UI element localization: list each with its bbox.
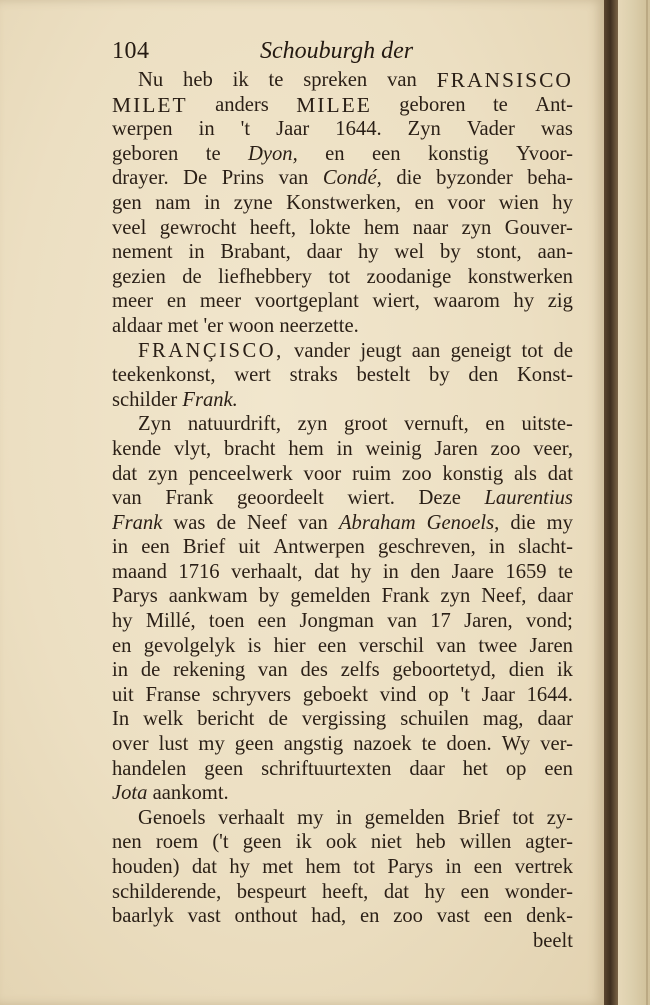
catchword: beelt <box>532 929 573 952</box>
text-line: Zyn natuurdrift, zyn groot vernuft, en uitste- <box>138 413 573 436</box>
text-line: werpen in 't Jaar 1644. Zyn Vader was <box>112 118 573 141</box>
text-line: aldaar met 'er woon neerzette. <box>112 314 359 337</box>
text-line: in een Brief uit Antwerpen geschreven, in slacht- <box>112 536 573 559</box>
text-line: baarlyk vast onthout had, en zoo vast een denk- <box>112 905 573 928</box>
text-line: schilder Frank. <box>112 388 238 411</box>
text-line: hy Millé, toen een Jongman van 17 Jaren, vond; <box>112 610 573 633</box>
book-spine <box>604 0 618 1005</box>
facing-page-edge <box>618 0 650 1005</box>
text-line: veel gewrocht heeft, lokte hem naar zyn Gouver- <box>112 216 573 239</box>
text-line: drayer. De Prins van Condé, die byzonder beha- <box>112 167 573 190</box>
text-line: Jota aankomt. <box>112 782 229 805</box>
text-line: en gevolgelyk is hier een verschil van twee Jaren <box>112 634 573 657</box>
running-head: Schouburgh der <box>260 38 414 64</box>
text-line: maand 1716 verhaalt, dat hy in den Jaare 1659 te <box>112 560 573 583</box>
page-header <box>112 34 562 70</box>
text-line: Frank was de Neef van Abraham Genoels, die my <box>112 511 573 534</box>
text-line: MILET anders MILEE geboren te Ant- <box>112 92 573 117</box>
text-line: houden) dat hy met hem tot Parys in een vertrek <box>112 856 573 878</box>
text-line: Nu heb ik te spreken van FRANSISCO <box>138 68 573 92</box>
text-line: Parys aankwam by gemelden Frank zyn Neef, daar <box>112 585 573 608</box>
text-line: nement in Brabant, daar hy wel by stont, aan- <box>112 241 573 264</box>
text-line: dat zyn penceelwerk voor ruim zoo konstig als dat <box>112 462 573 485</box>
text-line: In welk bericht de vergissing schuilen mag, daar <box>112 708 573 731</box>
text-line: FRANÇISCO, vander jeugt aan geneigt tot de <box>138 339 573 362</box>
text-line: van Frank geoordeelt wiert. Deze Laurentius <box>112 487 573 510</box>
text-line: over lust my geen angstig nazoek te doen. Wy ver- <box>112 733 573 756</box>
text-line: kende vlyt, bracht hem in weinig Jaren zoo veer, <box>112 437 573 460</box>
text-line: handelen geen schriftuurtexten daar het op een <box>112 757 573 780</box>
text-line: uit Franse schryvers geboekt vind op 't Jaar 1644. <box>112 683 573 706</box>
text-line: nen roem ('t geen ik ook niet heb willen agter- <box>112 831 573 854</box>
text-line: in de rekening van des zelfs geboortetyd, dien ik <box>112 659 573 682</box>
text-line: teekenkonst, wert straks bestelt by den Konst- <box>112 364 573 387</box>
text-line: meer en meer voortgeplant wiert, waarom hy zig <box>112 290 573 313</box>
body-text <box>112 68 573 953</box>
page-number: 104 <box>112 38 150 64</box>
text-line: Genoels verhaalt my in gemelden Brief tot zy- <box>138 806 573 829</box>
text-line: geboren te Dyon, en een konstig Yvoor- <box>112 142 573 165</box>
text-line: gezien de liefhebbery tot zoodanige konstwerken <box>112 265 573 288</box>
text-line: schilderende, bespeurt heeft, dat hy een wonder- <box>112 880 573 903</box>
text-line: gen nam in zyne Konstwerken, en voor wien hy <box>112 191 573 214</box>
